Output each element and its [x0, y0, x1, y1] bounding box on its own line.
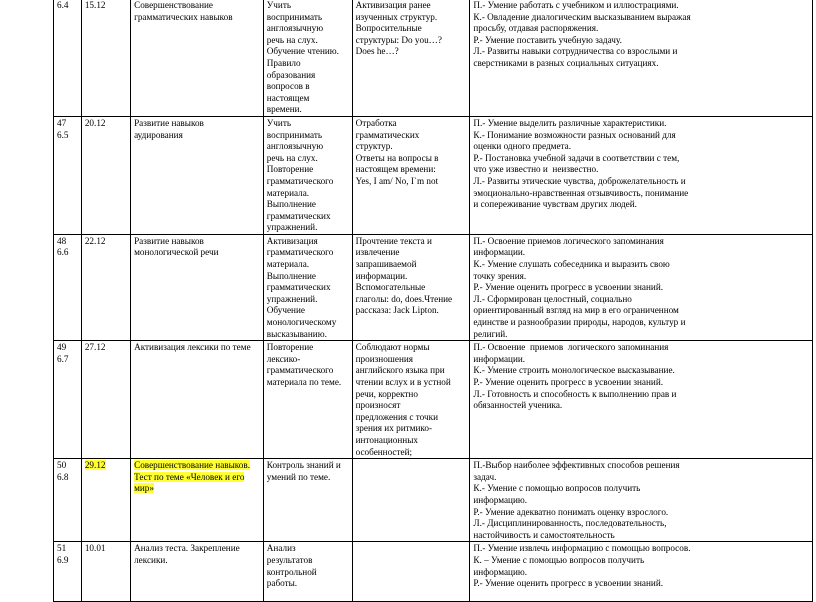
results-line: информацию.	[473, 566, 528, 577]
topic-line	[134, 472, 259, 484]
table-row	[54, 542, 813, 602]
lesson-date-cell	[81, 234, 130, 340]
lesson-activity-cell	[263, 234, 352, 340]
results-line: Р.- Постановка учебной задачи в соответствии с тем,	[473, 152, 680, 163]
material-line: глаголы: do, does.Чтение	[355, 293, 453, 304]
date-text: 15.12	[84, 0, 106, 10]
table-row	[54, 0, 813, 116]
num-line: 6.4	[57, 0, 69, 10]
lesson-topic-cell	[131, 459, 264, 542]
results-line: что уже известно и неизвестно.	[473, 164, 599, 175]
lesson-results-cell	[470, 341, 813, 459]
topic-line: аудирования	[134, 129, 183, 140]
date-text: 10.01	[84, 543, 106, 554]
material-line: Вопросительные	[355, 23, 422, 34]
results-line: религий.	[473, 328, 508, 339]
results-line: настойчивость и самостоятельность	[473, 529, 615, 540]
material-line: предложения с точки	[355, 411, 439, 422]
topic-line: Развитие навыков	[134, 117, 204, 128]
material-line: запрашиваемой	[355, 259, 417, 270]
date-text: 27.12	[84, 342, 106, 353]
num-line: 47	[57, 117, 67, 128]
results-line: К.- Умение строить монологическое высказывание.	[473, 365, 675, 376]
material-line: Активизация ранее	[355, 0, 431, 10]
activity-line: англоязычную	[266, 23, 324, 34]
results-line: Л.- Дисциплинированность, последовательность,	[473, 518, 667, 529]
lesson-topic-cell	[131, 542, 264, 602]
material-line: произносят	[355, 400, 401, 411]
activity-line: умений по теме.	[266, 471, 331, 482]
results-line: и сопереживание чувствам других людей.	[473, 199, 637, 210]
activity-line: Активизация	[266, 235, 318, 246]
num-line: 49	[57, 342, 67, 353]
results-line: К.- Умение с помощью вопросов получить	[473, 483, 641, 494]
topic-line: грамматических навыков	[134, 11, 233, 22]
results-line: Р.- Умение оценить прогресс в усвоении знаний.	[473, 282, 664, 293]
lesson-plan-table	[53, 0, 813, 602]
activity-line: высказыванию.	[266, 328, 327, 339]
results-line: задач.	[473, 471, 497, 482]
lesson-topic-cell	[131, 341, 264, 459]
activity-line: материала по теме.	[266, 377, 342, 387]
results-line: Л.- Готовность и способность к выполнению прав и	[473, 388, 677, 399]
activity-line: результатов	[266, 554, 313, 565]
lesson-activity-cell	[263, 341, 352, 459]
lesson-date-cell	[81, 0, 130, 116]
material-line: настоящем времени:	[355, 164, 436, 175]
lesson-results-cell	[470, 542, 813, 602]
activity-line: англоязычную	[266, 141, 324, 152]
results-line: К. – Умение с помощью вопросов получить	[473, 554, 645, 565]
material-line: извлечение	[355, 247, 400, 258]
date-text: 20.12	[84, 117, 106, 128]
activity-line: воспринимать	[266, 11, 323, 22]
lesson-number-cell	[54, 459, 82, 542]
lesson-date-cell	[81, 116, 130, 234]
results-line: просьбу, отдавая распоряжения.	[473, 23, 599, 34]
num-line: 50	[57, 460, 67, 471]
results-line: единстве и разнообразии природы, народов, культур и	[473, 317, 686, 328]
lesson-number-cell	[54, 116, 82, 234]
activity-line: Выполнение	[266, 270, 316, 281]
material-line: Прочтение текста и	[355, 235, 432, 246]
results-line: Р.- Умение поставить учебную задачу.	[473, 34, 622, 45]
num-line: 6.5	[57, 129, 69, 140]
lesson-material-cell	[352, 0, 470, 116]
results-line: Л.- Сформирован целостный, социально	[473, 293, 632, 304]
topic-line: Анализ теста. Закрепление	[134, 543, 240, 554]
activity-line: Обучение чтению.	[266, 46, 339, 57]
material-line: особенностей;	[355, 446, 413, 457]
material-line: информации.	[355, 270, 408, 281]
material-line: Does he…?	[355, 46, 399, 57]
lesson-material-cell	[352, 459, 470, 542]
date-text: 22.12	[84, 235, 106, 246]
activity-line: грамматического	[266, 365, 334, 376]
topic-line: Совершенствование	[134, 0, 213, 10]
num-line: 6.7	[57, 353, 69, 364]
material-line: рассказа: Jack Lipton.	[355, 305, 439, 316]
date-text: 29.12	[84, 460, 106, 471]
activity-line: Выполнение	[266, 199, 316, 210]
num-line: 6.9	[57, 554, 69, 565]
results-line: Р.- Умение адекватно понимать оценку взрослого.	[473, 506, 669, 517]
results-line: Л.- Развиты этические чувства, доброжелательность и	[473, 175, 686, 186]
activity-line: Учить	[266, 117, 292, 128]
activity-line: образования	[266, 69, 316, 80]
results-line: информацию.	[473, 494, 528, 505]
activity-line: грамматического	[266, 175, 334, 186]
activity-line: работы.	[266, 578, 298, 589]
results-line: К.- Умение слушать собеседника и выразить свою	[473, 259, 670, 270]
lesson-activity-cell	[263, 116, 352, 234]
lesson-topic-cell	[131, 234, 264, 340]
results-line: П.- Умение выделить различные характеристики.	[473, 117, 667, 128]
activity-line: грамматических	[266, 282, 331, 293]
activity-line: времени.	[266, 104, 302, 115]
results-line: Р.- Умение оценить прогресс в усвоении знаний.	[473, 377, 664, 387]
num-line: 51	[57, 543, 67, 554]
results-line: ориентированный взгляд на мир в его ограниченном	[473, 305, 679, 316]
activity-line: контрольной	[266, 566, 317, 577]
results-line: П.- Умение извлечь информацию с помощью вопросов.	[473, 543, 691, 554]
results-line: информации.	[473, 247, 526, 258]
material-line: структуры: Do you…?	[355, 34, 442, 45]
topic-line: Развитие навыков	[134, 235, 204, 246]
topic-line	[134, 460, 259, 472]
highlighted-text: Тест по теме «Человек и его	[134, 471, 245, 482]
lesson-number-cell	[54, 542, 82, 602]
activity-line: речь на слух.	[266, 152, 318, 163]
lesson-activity-cell	[263, 459, 352, 542]
activity-line: воспринимать	[266, 129, 323, 140]
lesson-topic-cell	[131, 116, 264, 234]
material-line: речи, корректно	[355, 388, 418, 399]
activity-line: Повторение	[266, 164, 314, 175]
results-line: К.- Понимание возможности разных оснований для	[473, 129, 676, 140]
results-line: информации.	[473, 353, 526, 364]
topic-line	[134, 483, 259, 495]
lesson-results-cell	[470, 116, 813, 234]
activity-line: грамматических	[266, 210, 331, 221]
material-line: интонационных	[355, 434, 418, 445]
activity-line: Правило	[266, 57, 301, 68]
num-line: 48	[57, 235, 67, 246]
highlighted-text: мир»	[134, 483, 154, 494]
results-line: обязанностей ученика.	[473, 400, 563, 411]
activity-line: материала.	[266, 259, 310, 270]
lesson-material-cell	[352, 116, 470, 234]
material-line: грамматических	[355, 129, 420, 140]
activity-line: упражнений.	[266, 222, 318, 233]
activity-line: грамматического	[266, 247, 334, 258]
results-line: П.- Умение работать с учебником и иллюстрациями.	[473, 0, 679, 10]
activity-line: упражнений.	[266, 293, 318, 304]
results-line: оценки одного предмета.	[473, 141, 572, 152]
material-line: структур.	[355, 141, 393, 152]
highlighted-text: Совершенствование навыков.	[134, 460, 251, 471]
lesson-material-cell	[352, 234, 470, 340]
results-line: Л.- Развиты навыки сотрудничества со взрослыми и	[473, 46, 678, 57]
material-line: Соблюдают нормы	[355, 342, 430, 353]
material-line: чтении вслух и в устной	[355, 377, 451, 387]
material-line: Вспомогательные	[355, 282, 426, 293]
num-line: 6.6	[57, 247, 69, 258]
material-line: произношения	[355, 353, 414, 364]
lesson-number-cell	[54, 0, 82, 116]
material-line: изученных структур.	[355, 11, 438, 22]
lesson-activity-cell	[263, 542, 352, 602]
topic-line: лексики.	[134, 554, 168, 565]
activity-line: лексико-	[266, 353, 301, 364]
activity-line: Обучение	[266, 305, 305, 316]
lesson-topic-cell	[131, 0, 264, 116]
lesson-results-cell	[470, 459, 813, 542]
activity-line: речь на слух.	[266, 34, 318, 45]
table-row	[54, 459, 813, 542]
material-line: Yes, I am/ No, I`m not	[355, 175, 439, 186]
topic-line: Активизация лексики по теме	[134, 342, 251, 353]
results-line: Р.- Умение оценить прогресс в усвоении знаний.	[473, 578, 664, 589]
material-line: зрения их ритмико-	[355, 423, 433, 434]
lesson-material-cell	[352, 341, 470, 459]
num-line: 6.8	[57, 471, 69, 482]
lesson-date-cell	[81, 459, 130, 542]
topic-line: монологической речи	[134, 247, 219, 258]
results-line: П.- Освоение приемов логического запоминания	[473, 235, 664, 246]
lesson-results-cell	[470, 234, 813, 340]
results-line: точку зрения.	[473, 270, 527, 281]
lesson-date-cell	[81, 341, 130, 459]
lesson-activity-cell	[263, 0, 352, 116]
material-line: Отработка	[355, 117, 397, 128]
table-row	[54, 116, 813, 234]
activity-line: Учить	[266, 0, 292, 10]
material-line: Ответы на вопросы в	[355, 152, 439, 163]
results-line: сверстниками в разных социальных ситуациях.	[473, 57, 659, 68]
lesson-plan-body	[54, 0, 813, 602]
lesson-date-cell	[81, 542, 130, 602]
lesson-number-cell	[54, 341, 82, 459]
lesson-number-cell	[54, 234, 82, 340]
results-line: К.- Овладение диалогическим высказыванием выражая	[473, 11, 691, 22]
activity-line: материала.	[266, 187, 310, 198]
results-line: П.-Выбор наиболее эффективных способов решения	[473, 460, 680, 471]
results-line: П.- Освоение приемов логического запоминания	[473, 342, 669, 353]
material-line: английского языка при	[355, 365, 445, 376]
results-line: эмоционально-нравственная отзывчивость, понимание	[473, 187, 689, 198]
activity-line: Анализ	[266, 543, 296, 554]
activity-line: Повторение	[266, 342, 314, 353]
activity-line: монологическому	[266, 317, 337, 328]
table-row	[54, 234, 813, 340]
lesson-results-cell	[470, 0, 813, 116]
activity-line: настоящем	[266, 92, 310, 103]
activity-line: Контроль знаний и	[266, 460, 341, 471]
activity-line: вопросов в	[266, 81, 310, 92]
table-row	[54, 341, 813, 459]
lesson-material-cell	[352, 542, 470, 602]
